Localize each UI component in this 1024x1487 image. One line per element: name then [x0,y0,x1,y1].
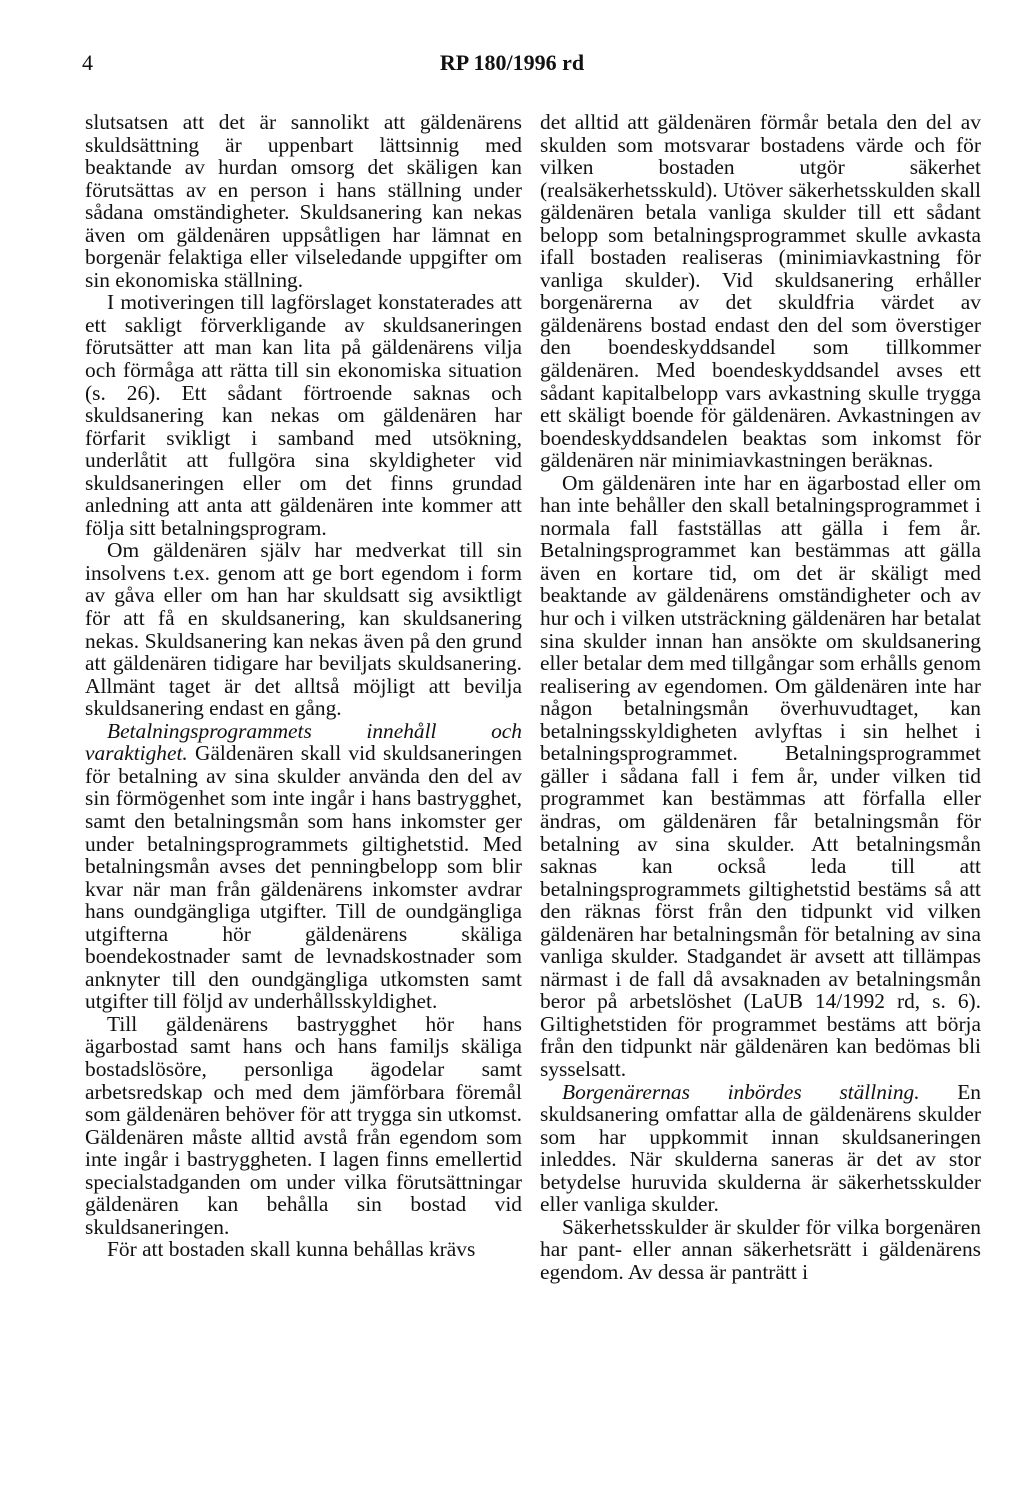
paragraph-text: En skuldsanering omfattar alla de gäldenärens skulder som har uppkommit innan skuldsaneringen inleddes. När skulderna saneras är det av stor betydelse huruvida skulderna är säkerhetsskulder eller vanliga skulder. [540,1079,982,1217]
paragraph: I motiveringen till lagförslaget konstaterades att ett sakligt förverkligande av skuldsaneringen förutsätter att man kan lita på gäldenärens vilja och förmåga att rätta till sin ekonomiska situation (s. 26). Ett sådant förtroende saknas och skuldsanering kan nekas om gäldenären har förfarit svikligt i samband med utsökning, underlåtit att fullgöra sina skyldigheter vid skuldsaneringen eller om det finns grundad anledning att anta att gäldenären inte kommer att följa sitt betalningsprogram. [85,290,522,540]
left-column [85,111,522,1261]
paragraph: För att bostaden skall kunna behållas krävs [107,1237,476,1262]
page-header [82,50,942,90]
paragraph: Om gäldenären inte har en ägarbostad eller om han inte behåller den skall betalningsprogrammet i normala fall fastställas att gälla i fem år. Betalningsprogrammet kan bestämmas att gälla även en kortare tid, om det är skäligt med beaktande av gäldenärens omständigheter och av hur och i vilken utsträckning gäldenären har betalat sina skulder innan han ansökte om skuldsanering eller betalar dem med tillgångar som erhålls genom realisering av egendomen. Om gäldenären inte har någon betalningsmån överhuvudtaget, kan betalningsskyldigheten avlyftas i sin helhet i betalningsprogrammet. Betalningsprogrammet gäller i sådana fall i fem år, under vilken tid programmet kan bestämmas att förfalla eller ändras, om gäldenären får betalningsmån för betalning av sina skulder. Att betalningsmån saknas kan också leda till att betalningsprogrammets giltighetstid bestäms så att den räknas först från den tidpunkt vid vilken gäldenären har betalningsmån för betalning av sina vanliga skulder. Stadgandet är avsett att tillämpas närmast i de fall då avsaknaden av betalningsmån beror på arbetslöshet (LaUB 14/1992 rd, s. 6). Giltighetstiden för programmet bestäms att börja från den tidpunkt när gäldenären kan bedömas bli sysselsatt. [540,470,981,1081]
section-heading: Borgenärernas inbördes ställning. [562,1079,920,1104]
right-column [540,111,981,1283]
paragraph: Säkerhetsskulder är skulder för vilka borgenären har pant- eller annan säkerhetsrätt i gäldenärens egendom. Av dessa är panträtt i [540,1214,981,1284]
paragraph [85,720,522,1013]
paragraph: Om gäldenären själv har medverkat till sin insolvens t.ex. genom att ge bort egendom i form av gåva eller om han har skuldsatt sig avsiktligt för att få en skuldsanering, kan skuldsanering nekas. Skuldsanering kan nekas även på den grund att gäldenären tidigare har beviljats skuldsanering. Allmänt taget är det alltså möjligt att bevilja skuldsanering endast en gång. [85,538,522,721]
section-heading: Betalningsprogrammets innehåll och varaktighet. [85,718,522,766]
page-number: 4 [82,50,93,75]
paragraph [540,1081,981,1216]
document-reference: RP 180/1996 rd [439,50,585,75]
paragraph-text: Gäldenären skall vid skuldsaneringen för betalning av sina skulder använda den del av sin förmögenhet som inte ingår i hans bastrygghet, samt den betalningsmån som hans inkomster ger under betalningsprogrammets giltighetstid. Med betalningsmån avses det penningbelopp som blir kvar när man från gäldenärens inkomster avdrar hans oundgängliga utgifter. Till de oundgängliga utgifterna hör gäldenärens skäliga boendekostnader samt de levnadskostnader som anknyter till den oundgängliga utkomsten samt utgifter till följd av underhållsskyldighet. [85,741,522,1014]
paragraph: slutsatsen att det är sannolikt att gäldenärens skuldsättning är uppenbart lättsinnig med beaktande av hurdan omsorg det skäligen kan förutsättas av en person i hans ställning under sådana omständigheter. Skuldsanering kan nekas även om gäldenären uppsåtligen har lämnat en borgenär felaktiga eller vilseledande uppgifter om sin ekonomiska ställning. [85,110,522,292]
paragraph: Till gäldenärens bastrygghet hör hans ägarbostad samt hans och hans familjs skäliga bostadslösöre, personliga ägodelar samt arbetsredskap och med dem jämförbara föremål som gäldenären behöver för att trygga sin utkomst. Gäldenären måste alltid avstå från egendom som inte ingår i bastryggheten. I lagen finns emellertid specialstadganden om under vilka förutsättningar gäldenären kan behålla sin bostad vid skuldsaneringen. [85,1011,522,1239]
paragraph: det alltid att gäldenären förmår betala den del av skulden som motsvarar bostadens värde och för vilken bostaden utgör säkerhet (realsäkerhetsskuld). Utöver säkerhetsskulden skall gäldenären betala vanliga skulder till ett sådant belopp som betalningsprogrammet skulle avkasta ifall bostaden realiseras (minimiavkastning för vanliga skulder). Vid skuldsanering erhåller borgenärerna av det skuldfria värdet av gäldenärens bostad endast den del som överstiger den boendeskyddsandel som tillkommer gäldenären. Med boendeskyddsandel avses ett sådant kapitalbelopp vars avkastning skulle trygga ett skäligt boende för gäldenären. Avkastningen av boendeskyddsandelen beaktas som inkomst för gäldenären när minimiavkastningen beräknas. [540,110,981,473]
